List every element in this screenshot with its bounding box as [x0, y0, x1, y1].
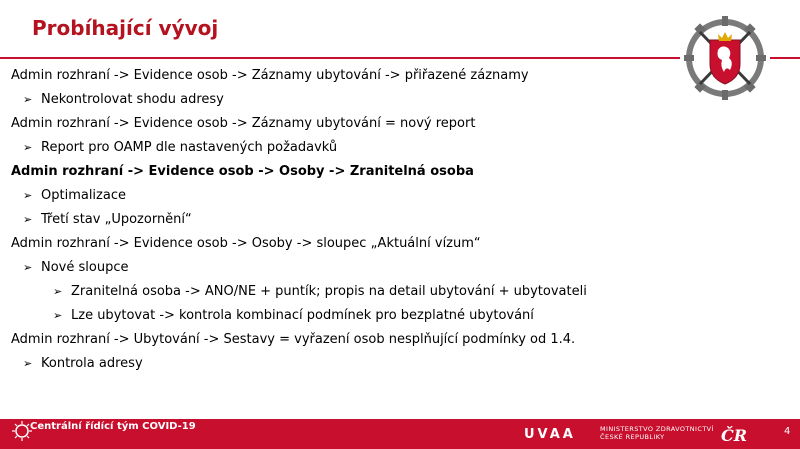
ministry-label	[600, 425, 714, 441]
content-line-6: ➢ Optimalizace	[11, 184, 671, 208]
ministry-line-2: ČESKÉ REPUBLIKY	[600, 433, 665, 441]
content-line-1: Admin rozhraní -> Evidence osob -> Záznamy ubytování -> přiřazené záznamy	[11, 68, 529, 83]
arrowhead-bullet-icon: ➢	[23, 261, 33, 274]
content-line-13: ➢ Kontrola adresy	[11, 352, 671, 376]
content-line-11: ➢ Lze ubytovat -> kontrola kombinací podmínek pro bezplatné ubytování	[11, 304, 671, 328]
content-line-2: ➢ Nekontrolovat shodu adresy	[11, 88, 671, 112]
title-divider	[0, 57, 680, 59]
page-number: 4	[784, 426, 791, 437]
uvaa-logo	[522, 425, 594, 441]
arrowhead-bullet-icon: ➢	[53, 309, 63, 322]
title-divider-right	[770, 57, 800, 59]
arrowhead-bullet-icon: ➢	[23, 189, 33, 202]
arrowhead-bullet-icon: ➢	[23, 141, 33, 154]
content-line-8: Admin rozhraní -> Evidence osob -> Osoby -> sloupec „Aktuální vízum“	[11, 236, 481, 251]
content-line-5: Admin rozhraní -> Evidence osob -> Osoby -> Zranitelná osoba	[11, 164, 474, 179]
arrowhead-bullet-icon: ➢	[53, 285, 63, 298]
ministry-line-1: MINISTERSTVO ZDRAVOTNICTVÍ	[600, 425, 714, 433]
arrowhead-bullet-icon: ➢	[23, 213, 33, 226]
footer-team-label: Centrální řídící tým COVID-19	[30, 421, 196, 432]
content-line-10: ➢ Zranitelná osoba -> ANO/NE + puntík; propis na detail ubytování + ubytovateli	[11, 280, 671, 304]
arrowhead-bullet-icon: ➢	[23, 93, 33, 106]
slide-content	[11, 64, 671, 376]
content-line-9: ➢ Nové sloupce	[11, 256, 671, 280]
svg-text:ČR: ČR	[721, 426, 748, 445]
content-line-3: Admin rozhraní -> Evidence osob -> Záznamy ubytování = nový report	[11, 116, 476, 131]
content-line-7: ➢ Třetí stav „Upozornění“	[11, 208, 671, 232]
content-line-4: ➢ Report pro OAMP dle nastavených požadavků	[11, 136, 671, 160]
cr-logo	[718, 423, 754, 445]
page-title: Probíhající vývoj	[32, 16, 219, 40]
content-line-12: Admin rozhraní -> Ubytování -> Sestavy = vyřazení osob nesplňující podmínky od 1.4.	[11, 332, 576, 347]
arrowhead-bullet-icon: ➢	[23, 357, 33, 370]
svg-text:UVAA: UVAA	[524, 427, 576, 441]
czech-state-emblem-icon	[682, 14, 768, 102]
